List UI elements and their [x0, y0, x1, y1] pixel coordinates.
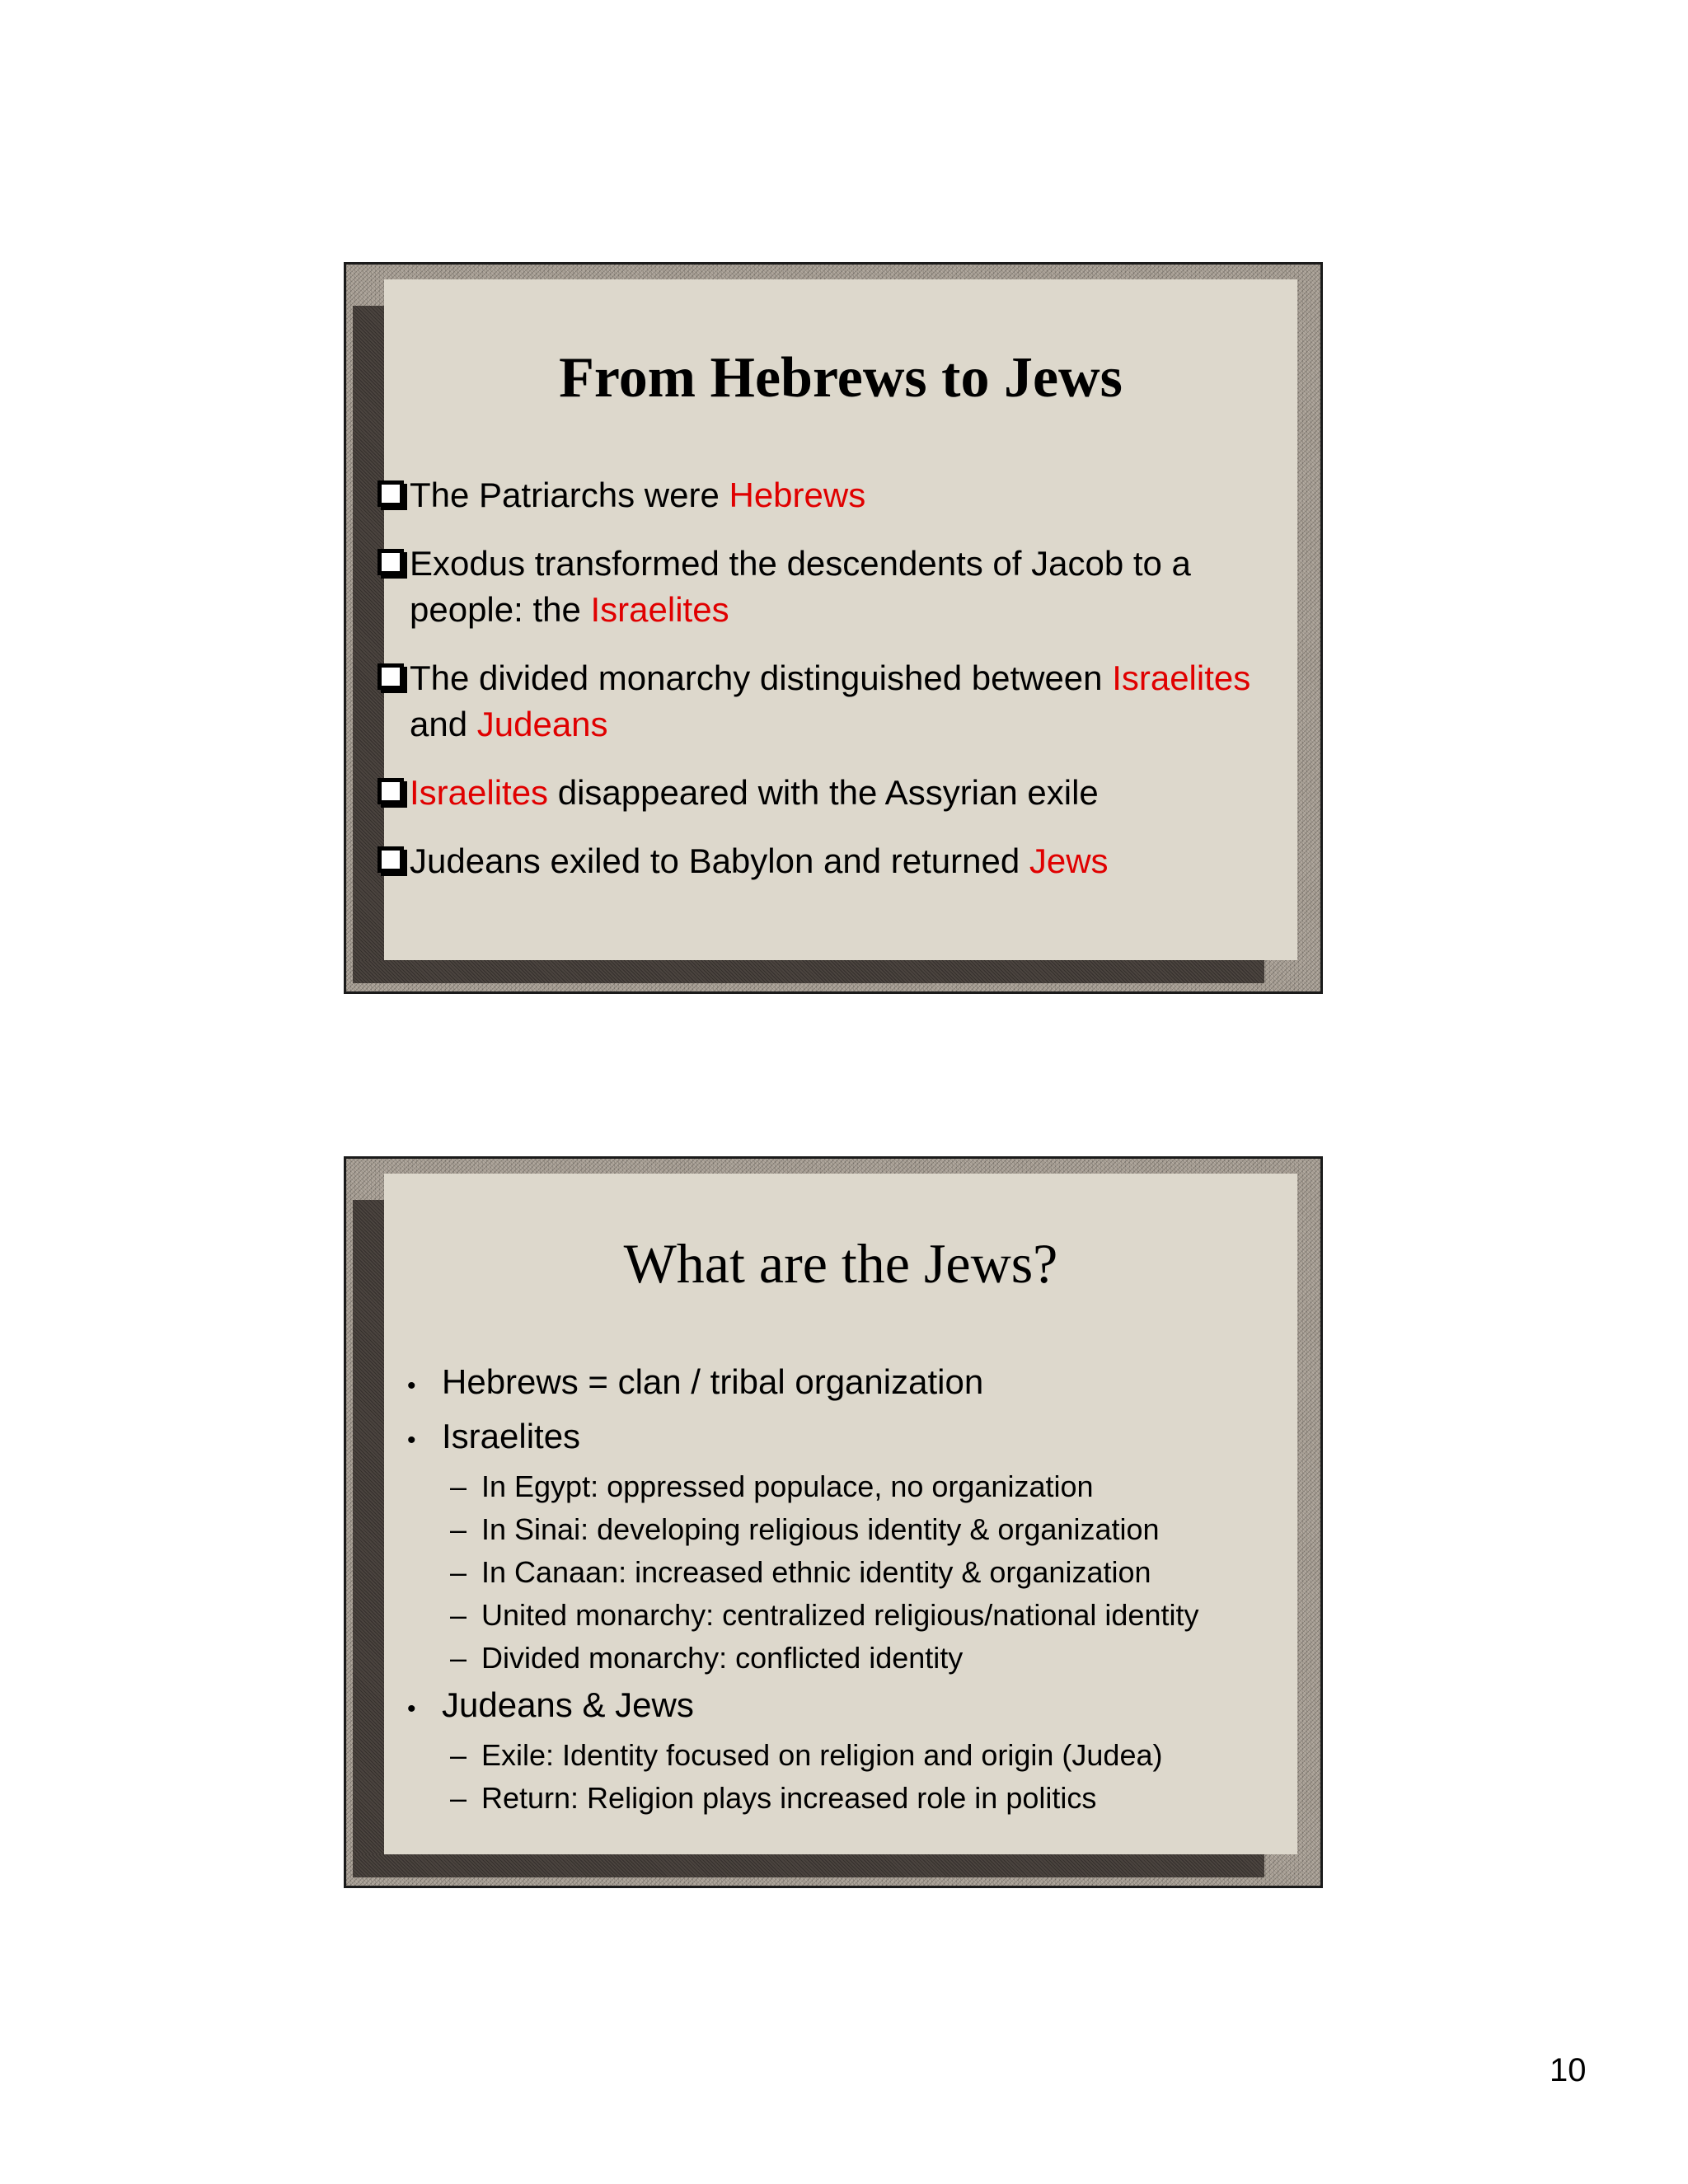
bullet-item — [407, 1357, 1273, 1411]
list-item — [377, 472, 1281, 518]
sub-item — [450, 1594, 1273, 1637]
sub-item-text: Return: Religion plays increased role in politics — [481, 1781, 1097, 1815]
list-item-text — [410, 655, 1281, 748]
highlight-term: Judeans — [476, 705, 608, 743]
slide-content-panel — [384, 1174, 1297, 1854]
highlight-term: Israelites — [590, 590, 729, 629]
dash-bullet-icon: – — [450, 1738, 467, 1772]
highlight-term: Jews — [1029, 841, 1109, 880]
slide-from-hebrews-to-jews — [344, 262, 1323, 994]
sub-item-text: Exile: Identity focused on religion and origin (Judea) — [481, 1738, 1163, 1772]
page-number: 10 — [1550, 2052, 1587, 2088]
checkbox-bullet-icon — [377, 663, 404, 690]
sub-item — [450, 1777, 1273, 1820]
text-run: The Patriarchs were — [410, 476, 729, 514]
bullet-text: Israelites — [442, 1417, 581, 1455]
bullet-dot-icon: • — [407, 1372, 416, 1399]
sub-item-text: Divided monarchy: conflicted identity — [481, 1641, 964, 1675]
dash-bullet-icon: – — [450, 1555, 467, 1589]
bullet-text: Hebrews = clan / tribal organization — [442, 1362, 984, 1401]
highlight-term: Israelites — [410, 773, 549, 812]
sub-list — [407, 1465, 1273, 1680]
sub-item — [450, 1637, 1273, 1680]
list-item-text — [410, 838, 1281, 884]
checkbox-bullet-icon — [377, 846, 404, 873]
dash-bullet-icon: – — [450, 1512, 467, 1546]
slide-shadow-bottom — [353, 960, 1264, 983]
slide-title: From Hebrews to Jews — [559, 346, 1123, 410]
slide-shadow-left — [353, 1200, 384, 1872]
text-run: Judeans exiled to Babylon and returned — [410, 841, 1029, 880]
sub-item — [450, 1465, 1273, 1508]
bullet-text: Judeans & Jews — [442, 1685, 694, 1724]
sub-item-text: In Egypt: oppressed populace, no organization — [481, 1469, 1094, 1503]
list-item — [377, 541, 1281, 633]
checkbox-bullet-icon — [377, 778, 404, 804]
sub-item-text: In Sinai: developing religious identity & organization — [481, 1512, 1160, 1546]
dash-bullet-icon: – — [450, 1641, 467, 1675]
checkbox-bullet-list — [377, 472, 1281, 907]
bullet-list — [407, 1357, 1273, 1820]
checkbox-bullet-icon — [377, 549, 404, 575]
text-run: The divided monarchy distinguished between — [410, 658, 1113, 697]
text-run: disappeared with the Assyrian exile — [548, 773, 1099, 812]
highlight-term: Hebrews — [729, 476, 866, 514]
sub-item — [450, 1734, 1273, 1777]
dash-bullet-icon: – — [450, 1469, 467, 1503]
list-item — [377, 838, 1281, 884]
slide-title: What are the Jews? — [623, 1232, 1058, 1295]
dash-bullet-icon: – — [450, 1781, 467, 1815]
highlight-term: Israelites — [1112, 658, 1251, 697]
sub-item — [450, 1551, 1273, 1594]
bullet-item — [407, 1411, 1273, 1465]
sub-item-text: United monarchy: centralized religious/national identity — [481, 1598, 1199, 1632]
slide-shadow-bottom — [353, 1854, 1264, 1877]
sub-item — [450, 1508, 1273, 1551]
bullet-dot-icon: • — [407, 1427, 416, 1454]
list-item — [377, 770, 1281, 816]
bullet-item — [407, 1680, 1273, 1734]
sub-item-text: In Canaan: increased ethnic identity & organization — [481, 1555, 1151, 1589]
slide-content-panel — [384, 279, 1297, 960]
list-item-text — [410, 770, 1281, 816]
list-item-text — [410, 541, 1281, 633]
text-run: Exodus transformed the descendents of Jacob to a people: the — [410, 544, 1191, 629]
list-item — [377, 655, 1281, 748]
slide-what-are-the-jews — [344, 1156, 1323, 1888]
sub-list — [407, 1734, 1273, 1820]
text-run: and — [410, 705, 477, 743]
bullet-dot-icon: • — [407, 1695, 416, 1722]
list-item-text — [410, 472, 1281, 518]
dash-bullet-icon: – — [450, 1598, 467, 1632]
checkbox-bullet-icon — [377, 480, 404, 507]
